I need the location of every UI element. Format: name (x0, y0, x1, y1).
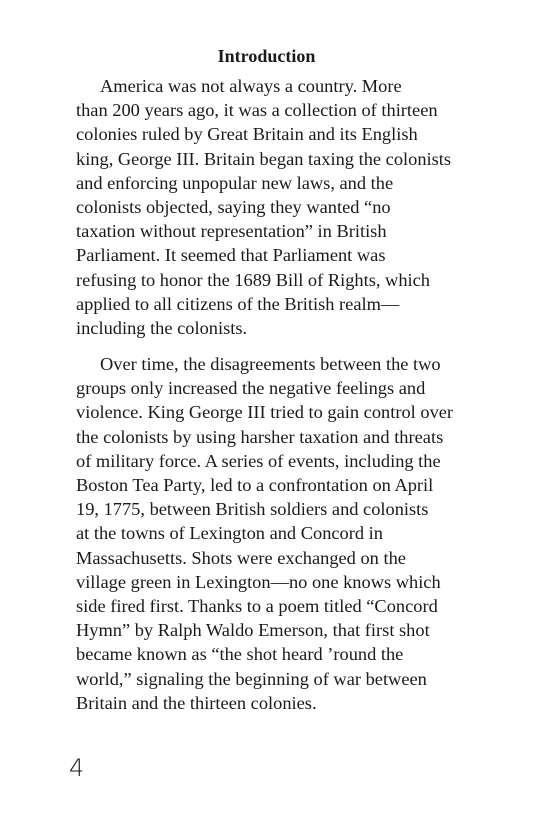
paragraph-line: Boston Tea Party, led to a confrontation on April (76, 475, 434, 496)
paragraph-line: 19, 1775, between British soldiers and colonists (76, 499, 429, 520)
paragraph-line: Over time, the disagreements between the two (100, 354, 441, 374)
paragraph-line: than 200 years ago, it was a collection of thirteen (76, 100, 438, 121)
paragraph-line: at the towns of Lexington and Concord in (76, 523, 383, 544)
paragraph-line: Massachusetts. Shots were exchanged on the (76, 547, 406, 568)
paragraph-line: Parliament. It seemed that Parliament was (76, 245, 386, 266)
paragraph-line: applied to all citizens of the British realm— (76, 293, 400, 314)
page-number: 4 (69, 754, 85, 782)
paragraph-line: refusing to honor the 1689 Bill of Rights, which (76, 269, 430, 290)
paragraph-line: including the colonists. (76, 318, 248, 339)
paragraph-line: violence. King George III tried to gain control over (76, 402, 454, 423)
paragraph-line: world,” signaling the beginning of war between (76, 668, 427, 689)
paragraph-line: Hymn” by Ralph Waldo Emerson, that first shot (76, 620, 430, 641)
paragraph-2 (76, 352, 496, 715)
paragraph-line: of military force. A series of events, including the (76, 450, 441, 471)
paragraph-line: groups only increased the negative feelings and (76, 378, 426, 399)
section-heading: Introduction (217, 46, 316, 66)
paragraph-line: America was not always a country. More (100, 76, 402, 96)
paragraph-line: and enforcing unpopular new laws, and the (76, 172, 394, 193)
paragraph-line: Britain and the thirteen colonies. (76, 692, 317, 713)
paragraph-line: side fired first. Thanks to a poem titled “Concord (76, 596, 438, 617)
paragraph-line: colonies ruled by Great Britain and its English (76, 124, 418, 145)
paragraph-line: became known as “the shot heard ’round the (76, 644, 404, 665)
paragraph-line: king, George III. Britain began taxing the colonists (76, 148, 452, 169)
paragraph-1 (76, 74, 496, 340)
paragraph-line: taxation without representation” in British (76, 221, 387, 242)
paragraph-line: colonists objected, saying they wanted “no (76, 197, 391, 218)
paragraph-line: village green in Lexington—no one knows which (76, 571, 441, 592)
paragraph-line: the colonists by using harsher taxation and threats (76, 426, 444, 447)
